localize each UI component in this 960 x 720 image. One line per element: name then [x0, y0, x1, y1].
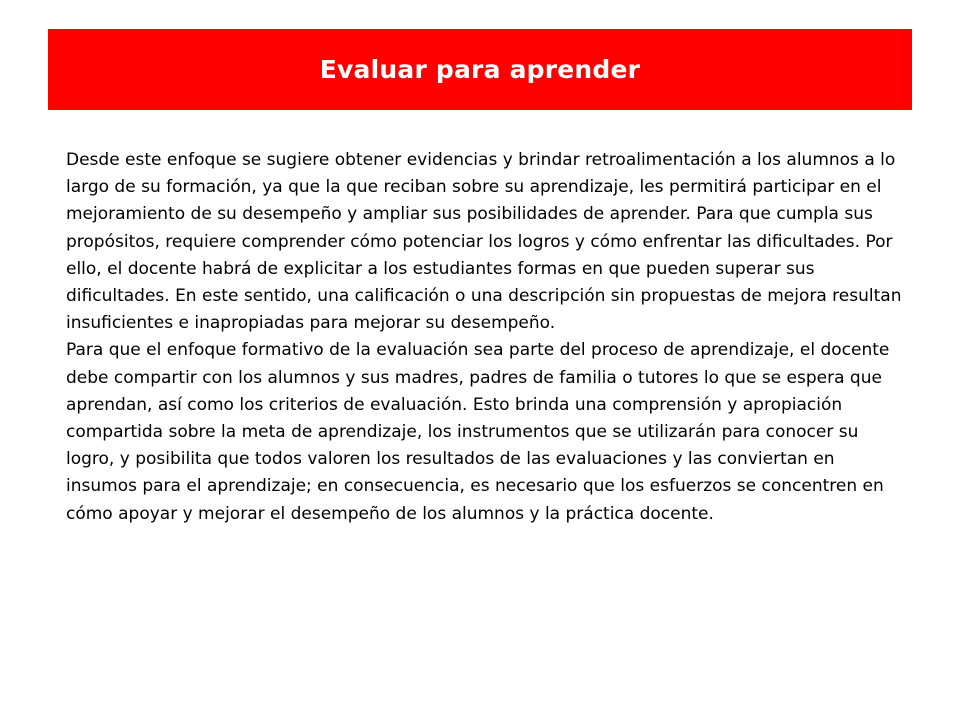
- slide-title: Evaluar para aprender: [319, 55, 641, 84]
- title-banner: [48, 29, 912, 110]
- slide-body: [66, 147, 906, 528]
- body-paragraph-1: Desde este enfoque se sugiere obtener evidencias y brindar retroalimentación a los alumnos a lo largo de su formación, ya que la que reciban sobre su aprendizaje, les permitirá participar en el mejoramiento de su desempeño y ampliar sus posibilidades de aprender. Para que cumpla sus propósitos, requiere comprender cómo potenciar los logros y cómo enfrentar las dificultades. Por ello, el docente habrá de explicitar a los estudiantes formas en que pueden superar sus dificultades. En este sentido, una calificación o una descripción sin propuestas de mejora resultan insuficientes e inapropiadas para mejorar su desempeño.: [66, 150, 902, 334]
- body-paragraph-2: Para que el enfoque formativo de la evaluación sea parte del proceso de aprendizaje, el docente debe compartir con los alumnos y sus madres, padres de familia o tutores lo que se espera que aprendan, así como los criterios de evaluación. Esto brinda una comprensión y apropiación compartida sobre la meta de aprendizaje, los instrumentos que se utilizarán para conocer su logro, y posibilita que todos valoren los resultados de las evaluaciones y las conviertan en insumos para el aprendizaje; en consecuencia, es necesario que los esfuerzos se concentren en cómo apoyar y mejorar el desempeño de los alumnos y la práctica docente.: [66, 340, 890, 524]
